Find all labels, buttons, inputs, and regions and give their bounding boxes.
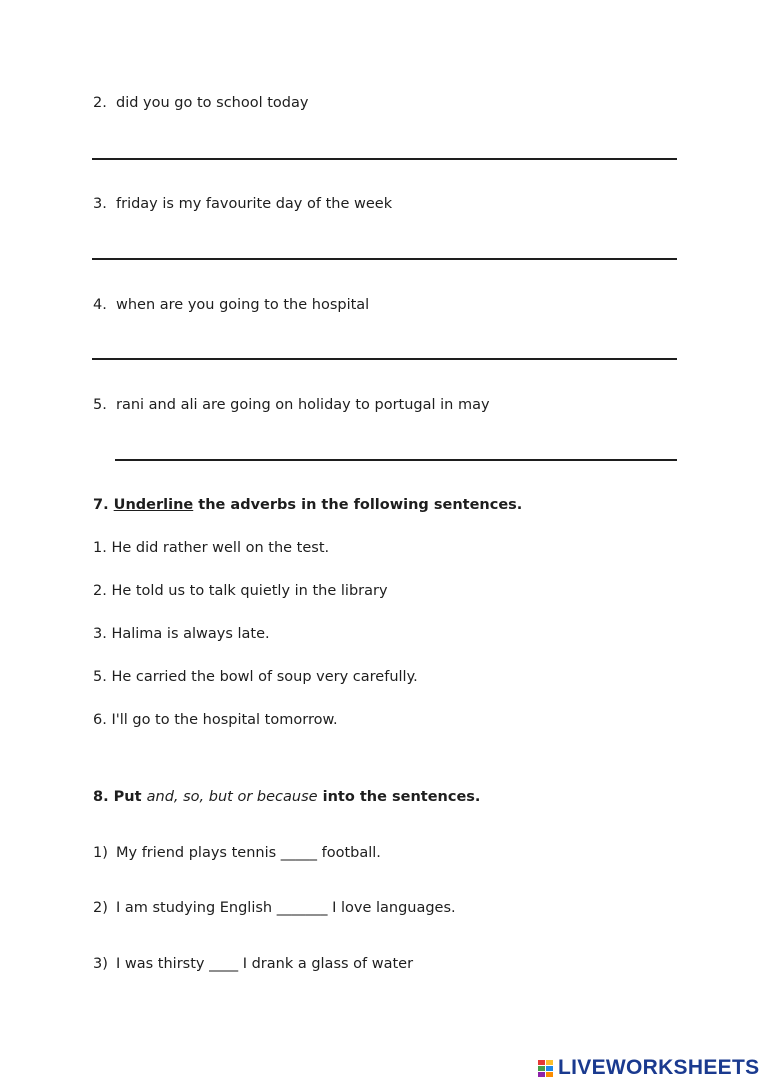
adverb-sentence[interactable]: 1. He did rather well on the test. xyxy=(93,540,330,556)
conjunction-sentence xyxy=(93,845,381,861)
adverb-sentence[interactable]: 6. I'll go to the hospital tomorrow. xyxy=(93,712,338,728)
conjunction-sentence xyxy=(93,900,456,916)
section-number: 7. xyxy=(93,497,109,513)
sentence-item xyxy=(93,397,490,413)
item-text[interactable]: I am studying English _______ I love languages. xyxy=(116,900,456,916)
item-number: 5. xyxy=(93,397,107,413)
logo-text: LIVEWORKSHEETS xyxy=(558,1056,760,1079)
item-text: did you go to school today xyxy=(116,95,309,111)
answer-line[interactable] xyxy=(92,158,677,160)
adverb-sentence[interactable]: 3. Halima is always late. xyxy=(93,626,270,642)
answer-line[interactable] xyxy=(92,258,677,260)
answer-line[interactable] xyxy=(115,459,677,461)
liveworksheets-logo xyxy=(538,1056,759,1080)
item-text: when are you going to the hospital xyxy=(116,297,370,313)
item-number: 2. xyxy=(93,95,107,111)
item-number: 1) xyxy=(93,845,108,861)
heading-rest: the adverbs in the following sentences. xyxy=(198,497,523,513)
adverb-sentence[interactable]: 2. He told us to talk quietly in the library xyxy=(93,583,388,599)
put-word: Put xyxy=(113,789,142,805)
item-text: rani and ali are going on holiday to portugal in may xyxy=(116,397,490,413)
into-text: into the sentences. xyxy=(322,789,481,805)
sentence-item xyxy=(93,95,308,111)
item-number: 2) xyxy=(93,900,108,916)
item-text: friday is my favourite day of the week xyxy=(116,196,393,212)
item-number: 3. xyxy=(93,196,107,212)
answer-line[interactable] xyxy=(92,358,677,360)
sentence-item xyxy=(93,297,369,313)
section-7-heading xyxy=(93,497,522,513)
item-number: 3) xyxy=(93,956,108,972)
adverb-sentence[interactable]: 5. He carried the bowl of soup very carefully. xyxy=(93,669,418,685)
section-number: 8. xyxy=(93,789,109,805)
conjunction-options: and, so, but or because xyxy=(146,789,318,805)
item-text[interactable]: My friend plays tennis _____ football. xyxy=(116,845,381,861)
section-8-heading xyxy=(93,789,480,805)
conjunction-sentence xyxy=(93,956,413,972)
item-number: 4. xyxy=(93,297,107,313)
underline-keyword: Underline xyxy=(113,497,194,513)
logo-mark-icon xyxy=(538,1060,553,1077)
sentence-item xyxy=(93,196,392,212)
item-text[interactable]: I was thirsty ____ I drank a glass of water xyxy=(116,956,414,972)
